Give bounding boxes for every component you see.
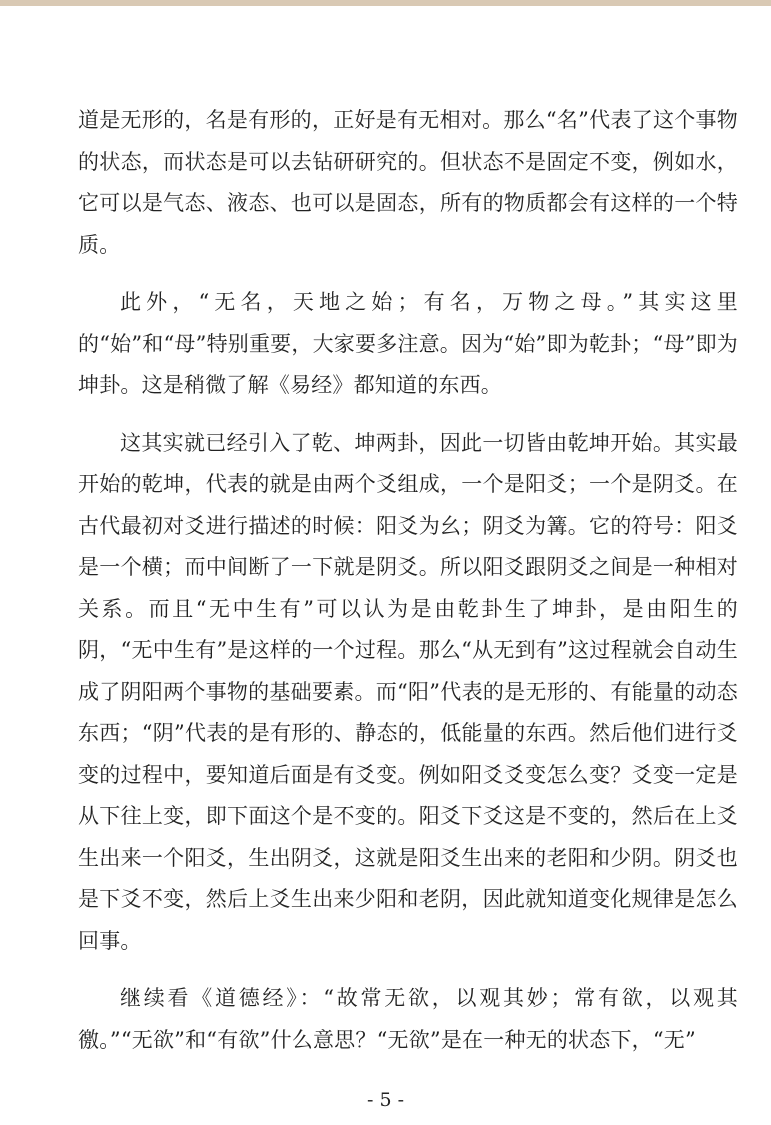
paragraph-1: 道是无形的，名是有形的，正好是有无相对。那么“名”代表了这个事物的状态，而状态是可以去钻研研究的。但状态不是固定不变，例如水，它可以是气态、液态、也可以是固态，所有的物质都会有这样的一个特质。 <box>78 108 738 257</box>
paragraph-3: 这其实就已经引入了乾、坤两卦，因此一切皆由乾坤开始。其实最开始的乾坤，代表的就是由两个爻组成，一个是阳爻；一个是阴爻。在古代最初对爻进行描述的时候：阳爻为幺；阴爻为篝。它的符号：阳爻是一个横；而中间断了一下就是阴爻。所以阳爻跟阴爻之间是一种相对关系。而且“无中生有”可以认为是由乾卦生了坤卦，是由阳生的阴，“无中生有”是这样的一个过程。那么“从无到有”这过程就会自动生成了阴阳两个事物的基础要素。而“阳”代表的是无形的、有能量的动态东西；“阴”代表的是有形的、静态的，低能量的东西。然后他们进行爻变的过程中，要知道后面是有爻变。例如阳爻爻变怎么变？爻变一定是从下往上变，即下面这个是不变的。阳爻下爻这是不变的，然后在上爻生出来一个阳爻，生出阴爻，这就是阳爻生出来的老阳和少阴。阴爻也是下爻不变，然后上爻生出来少阳和老阴，因此就知道变化规律是怎么回事。 <box>78 430 738 953</box>
paragraph-2: 此外，“无名，天地之始；有名，万物之母。”其实这里的“始”和“母”特别重要，大家要多注意。因为“始”即为乾卦；“母”即为坤卦。这是稍微了解《易经》都知道的东西。 <box>78 290 738 397</box>
page-top-border <box>0 0 771 6</box>
paragraph-4: 继续看《道德经》：“故常无欲，以观其妙；常有欲，以观其徼。”“无欲”和“有欲”什么意思？“无欲”是在一种无的状态下，“无” <box>78 986 738 1052</box>
document-body <box>78 100 738 1061</box>
page-number: - 5 - <box>366 1089 404 1111</box>
